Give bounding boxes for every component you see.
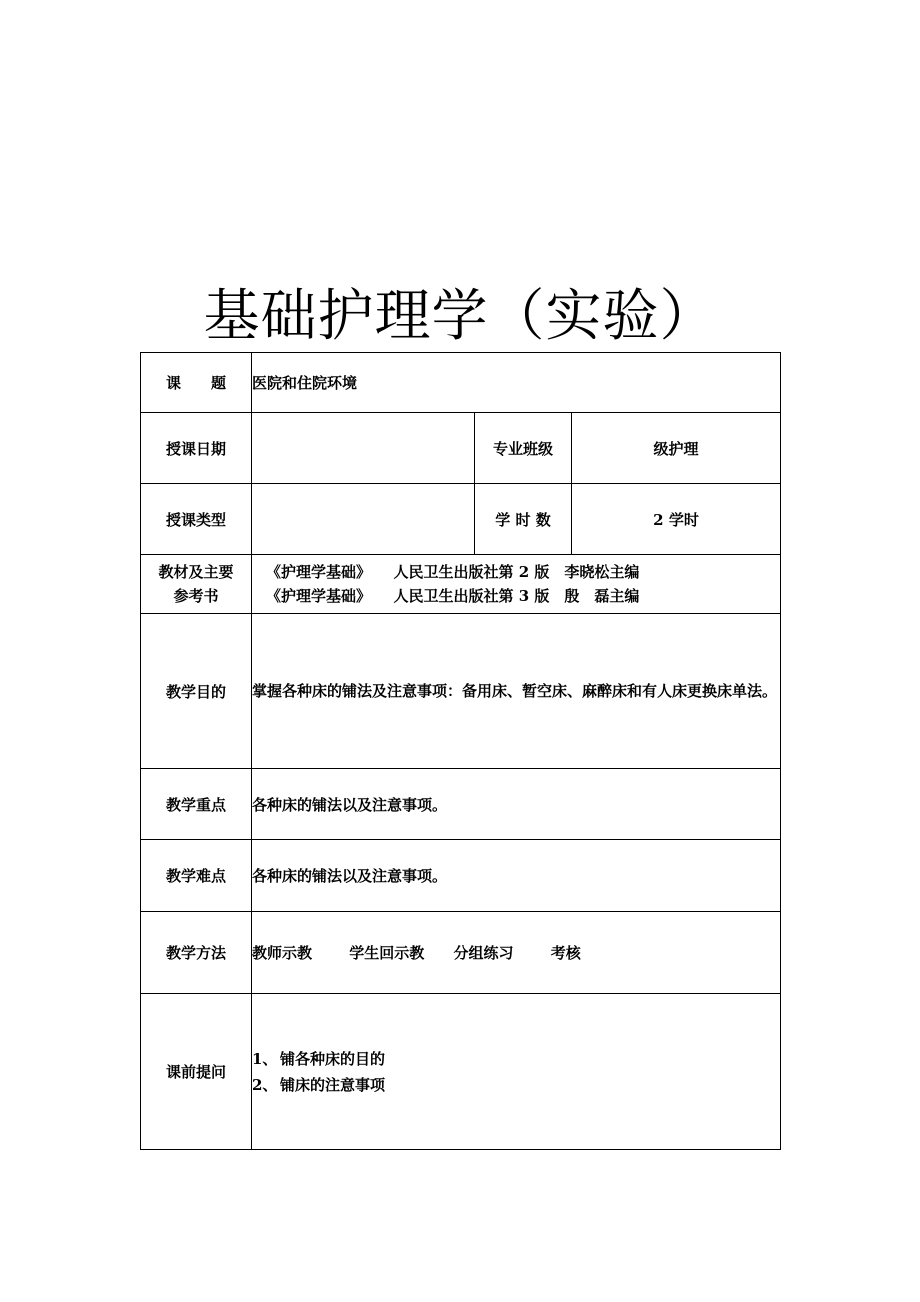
goal-value: 掌握各种床的铺法及注意事项：备用床、暂空床、麻醉床和有人床更换床单法。 [252, 614, 781, 769]
method-item: 分组练习 [453, 944, 514, 962]
row-goal [141, 614, 781, 769]
key-points-value: 各种床的铺法以及注意事项。 [252, 769, 781, 840]
row-date [141, 413, 781, 484]
row-type [141, 484, 781, 555]
book-item: 《护理学基础》 人民卫生出版社第 3 版 殷 磊主编 [266, 587, 640, 605]
lesson-plan-table [140, 352, 781, 1150]
class-label: 专业班级 [475, 413, 572, 484]
difficulties-value: 各种床的铺法以及注意事项。 [252, 840, 781, 912]
document-title: 基础护理学（实验） [203, 284, 717, 349]
class-value: 级护理 [572, 413, 781, 484]
books-label-line2: 参考书 [173, 587, 219, 605]
row-methods [141, 912, 781, 994]
question-text: 铺床的注意事项 [280, 1075, 386, 1094]
topic-value: 医院和住院环境 [252, 353, 781, 413]
row-key-points [141, 769, 781, 840]
method-item: 考核 [550, 944, 581, 962]
date-label: 授课日期 [141, 413, 252, 484]
row-questions [141, 994, 781, 1150]
key-points-label: 教学重点 [141, 769, 252, 840]
questions-label: 课前提问 [141, 994, 252, 1150]
question-item [252, 1072, 780, 1098]
methods-value [252, 912, 781, 994]
books-value [252, 555, 781, 614]
type-label: 授课类型 [141, 484, 252, 555]
book-item: 《护理学基础》 人民卫生出版社第 2 版 李晓松主编 [266, 563, 640, 581]
row-books [141, 555, 781, 614]
hours-label-text: 学 时 数 [495, 510, 551, 529]
hours-value: 2 学时 [572, 484, 781, 555]
questions-value [252, 994, 781, 1150]
goal-label: 教学目的 [141, 614, 252, 769]
type-value [252, 484, 475, 555]
question-text: 铺各种床的目的 [280, 1049, 386, 1068]
question-number: 1、 [252, 1049, 278, 1068]
date-value [252, 413, 475, 484]
hours-label [475, 484, 572, 555]
method-item: 教师示教 [252, 944, 313, 962]
question-number: 2、 [252, 1075, 278, 1094]
difficulties-label: 教学难点 [141, 840, 252, 912]
row-topic [141, 353, 781, 413]
books-label [141, 555, 252, 614]
topic-label: 课 题 [141, 353, 252, 413]
books-label-line1: 教材及主要 [158, 563, 234, 581]
row-difficulties [141, 840, 781, 912]
methods-label: 教学方法 [141, 912, 252, 994]
question-item [252, 1046, 780, 1072]
method-item: 学生回示教 [349, 944, 425, 962]
